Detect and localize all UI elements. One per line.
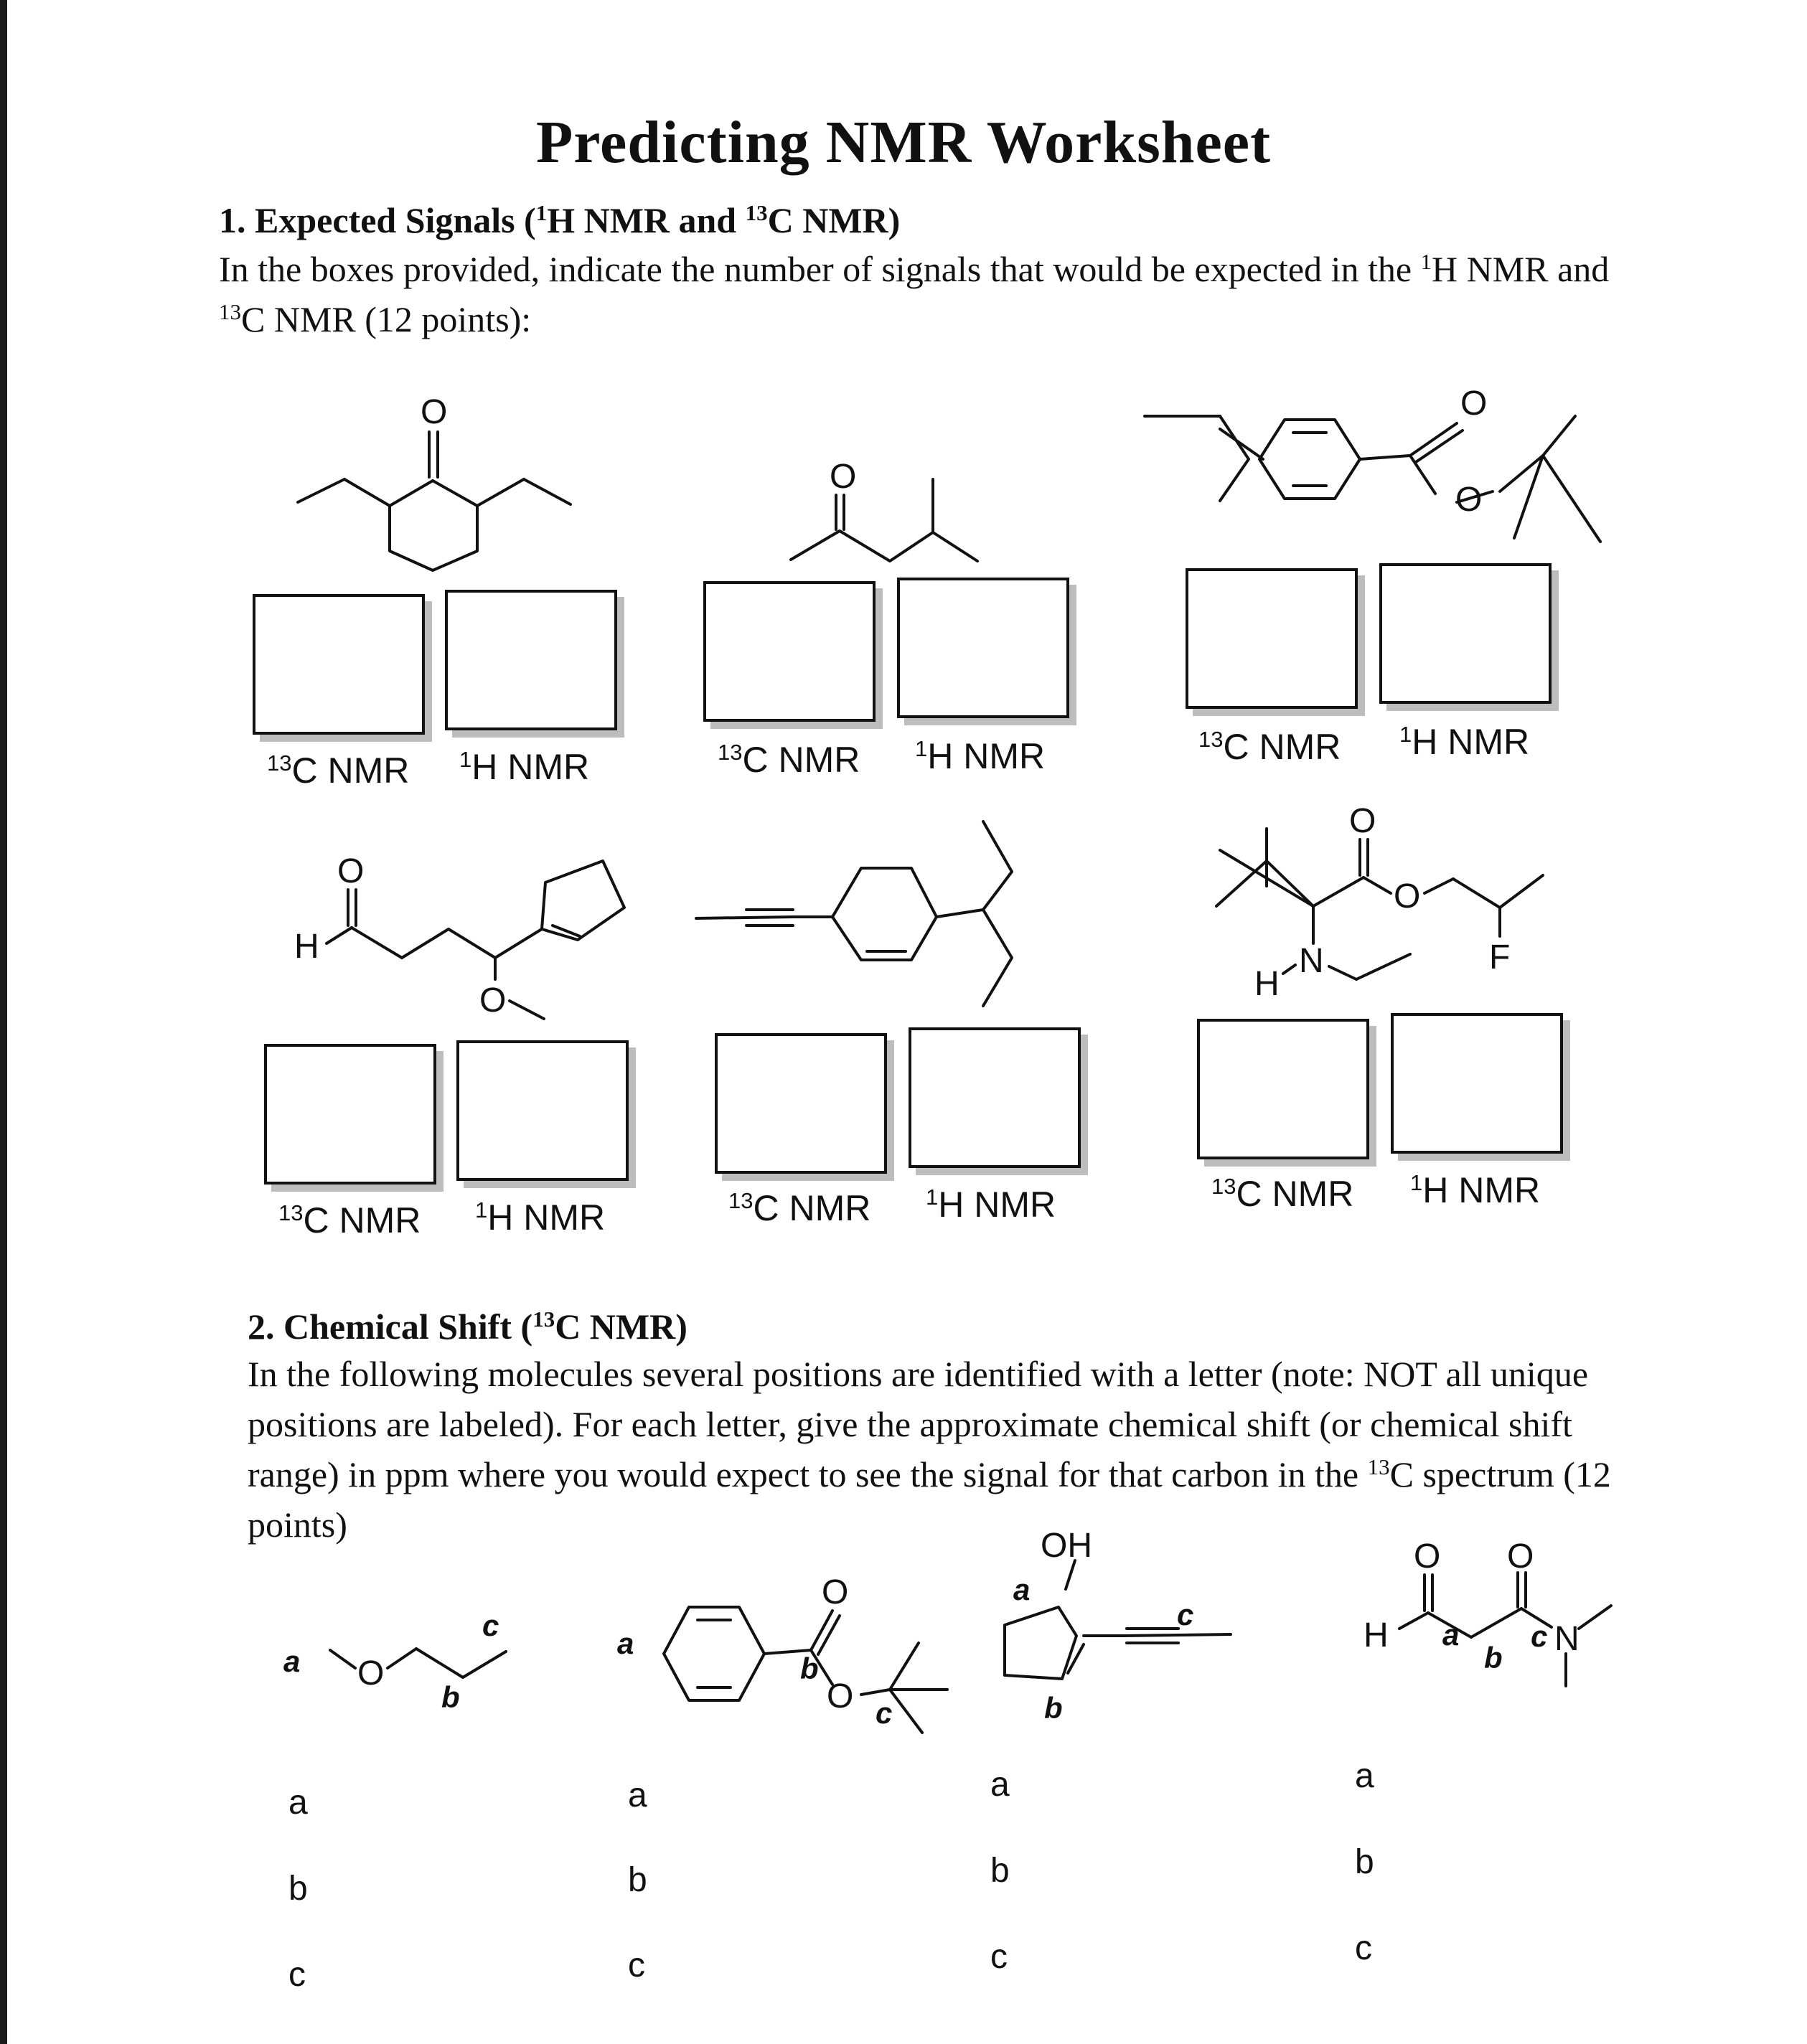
shift-molecule-3-label-b: b (1044, 1691, 1063, 1725)
shift-molecule-3-answer-c: c (990, 1938, 1008, 1976)
shift-molecule-3-label-a: a (1013, 1573, 1031, 1606)
molecule-4-aldehyde-h-label: H (294, 928, 319, 966)
shift-molecule-1-answer-a: a (288, 1784, 308, 1822)
molecule-4-ether-oxygen-label: O (479, 981, 507, 1019)
shift-molecule-1-answer-b: b (288, 1870, 308, 1908)
section-1-instructions-line-1: In the boxes provided, indicate the number of signals that would be expected in the $^1$H NMR and (219, 248, 1610, 289)
molecule-5-c13-label: $^{13}$C NMR (728, 1187, 871, 1228)
shift-molecule-2-label-c: c (876, 1696, 893, 1730)
molecule-2-c13-box[interactable] (703, 581, 876, 722)
section-1-heading: 1. Expected Signals ($^1$H NMR and $^{13}$C NMR) (219, 199, 901, 240)
section-2-heading: 2. Chemical Shift ($^{13}$C NMR) (248, 1306, 687, 1347)
molecule-4-h1-label: $^1$H NMR (475, 1197, 606, 1238)
shift-molecule-2-answer-a: a (628, 1776, 647, 1814)
molecule-6-structure (1206, 802, 1579, 1015)
molecule-5-c13-box[interactable] (715, 1033, 887, 1174)
shift-molecule-1-answer-c: c (288, 1956, 306, 1994)
molecule-1-h1-label: $^1$H NMR (459, 746, 590, 787)
molecule-3-c13-box[interactable] (1186, 568, 1358, 709)
page-title: Predicting NMR Worksheet (535, 109, 1272, 176)
molecule-3-c13-label: $^{13}$C NMR (1198, 726, 1341, 767)
molecule-3-h1-label: $^1$H NMR (1399, 721, 1530, 762)
section-2-instructions-line-2: positions are labeled). For each letter, give the approximate chemical shift (or chemical shift (248, 1404, 1572, 1444)
shift-molecule-4-label-c: c (1531, 1619, 1548, 1653)
molecule-1-oxygen-label: O (421, 393, 448, 431)
molecule-1-h1-box[interactable] (445, 590, 617, 730)
molecule-1-c13-label: $^{13}$C NMR (267, 750, 410, 791)
molecule-2-h1-box[interactable] (897, 578, 1069, 718)
shift-molecule-1-label-b: b (441, 1680, 460, 1714)
molecule-6-nitrogen-label: N (1299, 942, 1324, 980)
molecule-5-h1-label: $^1$H NMR (926, 1184, 1056, 1225)
molecule-6-carbonyl-oxygen-label: O (1349, 802, 1376, 840)
shift-molecule-4-nitrogen-label: N (1554, 1620, 1580, 1658)
shift-molecule-3-label-c: c (1177, 1598, 1194, 1631)
shift-molecule-4-label-a: a (1442, 1618, 1460, 1652)
molecule-6-fluorine-label: F (1489, 938, 1511, 976)
section-2-instructions-line-3: range) in ppm where you would expect to see the signal for that carbon in the $^{13}$C spectrum (12 (248, 1454, 1611, 1494)
shift-molecule-1-oxygen-label: O (357, 1654, 385, 1692)
section-1-instructions-line-2: $^{13}$C NMR (12 points): (219, 298, 532, 339)
shift-molecule-1-structure (280, 1600, 524, 1715)
molecule-6-amine-h-label: H (1254, 965, 1280, 1003)
molecule-6-h1-label: $^1$H NMR (1410, 1169, 1541, 1210)
molecule-5-h1-box[interactable] (909, 1027, 1081, 1168)
shift-molecule-4-answer-c: c (1355, 1929, 1372, 1967)
shift-molecule-4-answer-a: a (1355, 1757, 1374, 1795)
shift-molecule-4-answer-b: b (1355, 1843, 1374, 1881)
shift-molecule-2-carbonyl-oxygen-label: O (822, 1573, 849, 1611)
molecule-2-h1-label: $^1$H NMR (915, 735, 1046, 776)
shift-molecule-2-ester-oxygen-label: O (827, 1677, 854, 1715)
molecule-2-oxygen-label: O (830, 458, 857, 496)
shift-molecule-4-structure (1364, 1528, 1636, 1700)
shift-molecule-3-structure (976, 1528, 1242, 1743)
molecule-6-ester-oxygen-label: O (1394, 877, 1421, 915)
shift-molecule-4-aldehyde-oxygen-label: O (1414, 1537, 1441, 1576)
molecule-4-h1-box[interactable] (456, 1040, 629, 1181)
molecule-2-structure (782, 458, 998, 574)
shift-molecule-4-aldehyde-h-label: H (1364, 1616, 1389, 1654)
shift-molecule-4-amide-oxygen-label: O (1507, 1537, 1534, 1576)
molecule-6-h1-box[interactable] (1391, 1013, 1563, 1154)
section-2-instructions-line-1: In the following molecules several positions are identified with a letter (note: NOT all unique (248, 1354, 1589, 1394)
shift-molecule-2-label-a: a (617, 1626, 634, 1660)
molecule-1-c13-box[interactable] (253, 594, 425, 735)
shift-molecule-1-label-c: c (482, 1609, 499, 1642)
scan-edge (0, 0, 7, 2044)
shift-molecule-3-hydroxyl-label: OH (1041, 1527, 1092, 1565)
molecule-5-structure (689, 818, 1062, 1019)
shift-molecule-2-answer-b: b (628, 1861, 647, 1899)
shift-molecule-2-label-b: b (800, 1652, 819, 1685)
shift-molecule-1-label-a: a (283, 1644, 301, 1678)
shift-molecule-3-answer-a: a (990, 1766, 1010, 1804)
molecule-6-c13-box[interactable] (1197, 1019, 1369, 1159)
section-2-instructions-line-4: points) (248, 1504, 347, 1545)
molecule-4-c13-label: $^{13}$C NMR (278, 1200, 421, 1240)
shift-molecule-2-structure (617, 1571, 962, 1743)
shift-molecule-2-answer-c: c (628, 1946, 645, 1984)
molecule-3-h1-box[interactable] (1379, 563, 1552, 704)
molecule-3-carbonyl-oxygen-label: O (1460, 385, 1488, 423)
molecule-3-structure (1141, 387, 1607, 560)
molecule-3-ester-oxygen-label: O (1455, 481, 1483, 519)
molecule-6-c13-label: $^{13}$C NMR (1211, 1173, 1354, 1214)
molecule-4-structure (287, 843, 646, 1022)
molecule-4-c13-box[interactable] (264, 1044, 436, 1185)
molecule-4-carbonyl-oxygen-label: O (337, 852, 365, 890)
molecule-2-c13-label: $^{13}$C NMR (718, 739, 860, 780)
molecule-1-structure (287, 387, 588, 574)
shift-molecule-3-answer-b: b (990, 1852, 1010, 1890)
shift-molecule-4-label-b: b (1484, 1641, 1503, 1675)
